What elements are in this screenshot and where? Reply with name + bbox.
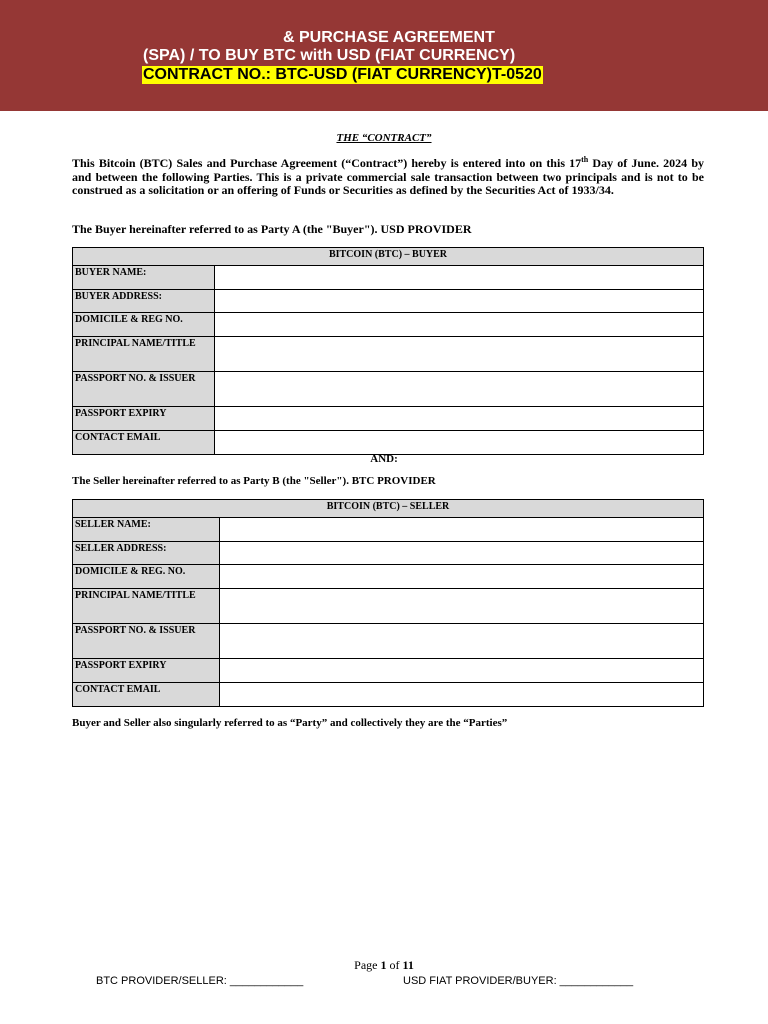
contract-heading: THE “CONTRACT” xyxy=(336,132,432,144)
seller-passport-field[interactable] xyxy=(220,624,704,659)
intro-text-part1: This Bitcoin (BTC) Sales and Purchase Agreement (“Contract”) hereby is entered into on this 17 xyxy=(72,156,582,170)
seller-passport-expiry-field[interactable] xyxy=(220,659,704,683)
page-current: 1 xyxy=(380,958,387,972)
seller-domicile-label: DOMICILE & REG. NO. xyxy=(73,565,220,589)
page-number xyxy=(0,958,768,973)
seller-domicile-field[interactable] xyxy=(220,565,704,589)
seller-address-label: SELLER ADDRESS: xyxy=(73,542,220,565)
page-total: 11 xyxy=(402,958,414,972)
intro-superscript: th xyxy=(581,155,589,164)
page-of: of xyxy=(386,958,403,972)
buyer-principal-field[interactable] xyxy=(215,337,704,372)
seller-table xyxy=(72,499,704,707)
and-separator: AND: xyxy=(370,453,398,465)
contract-number: CONTRACT NO.: BTC-USD (FIAT CURRENCY)T-0520 xyxy=(143,66,542,83)
buyer-passport-expiry-field[interactable] xyxy=(215,407,704,431)
seller-email-field[interactable] xyxy=(220,683,704,707)
banner-title-line-2: (SPA) / TO BUY BTC with USD (FIAT CURRENCY) xyxy=(143,47,516,64)
buyer-domicile-field[interactable] xyxy=(215,313,704,337)
buyer-table xyxy=(72,247,704,455)
parties-definition: Buyer and Seller also singularly referred to as “Party” and collectively they are the “Parties” xyxy=(72,717,508,729)
buyer-table-header: BITCOIN (BTC) – BUYER xyxy=(73,248,704,266)
buyer-passport-field[interactable] xyxy=(215,372,704,407)
buyer-domicile-label: DOMICILE & REG NO. xyxy=(73,313,215,337)
seller-passport-label: PASSPORT NO. & ISSUER xyxy=(73,624,220,659)
seller-address-field[interactable] xyxy=(220,542,704,565)
seller-name-field[interactable] xyxy=(220,518,704,542)
buyer-passport-expiry-label: PASSPORT EXPIRY xyxy=(73,407,215,431)
intro-text-part2: Day of June. 2024 by and between the following Parties. This is a private commercial sale transaction between two principals and is not to be construed as a solicitation or an offering of Funds or Securities as defined by the Securities Act of 1933/34. xyxy=(72,156,704,197)
seller-table-header: BITCOIN (BTC) – SELLER xyxy=(73,500,704,518)
buyer-address-label: BUYER ADDRESS: xyxy=(73,290,215,313)
buyer-email-label: CONTACT EMAIL xyxy=(73,431,215,455)
buyer-passport-label: PASSPORT NO. & ISSUER xyxy=(73,372,215,407)
footer-seller-signature: BTC PROVIDER/SELLER: ____________ xyxy=(96,975,304,987)
seller-email-label: CONTACT EMAIL xyxy=(73,683,220,707)
banner-title-line-1: & PURCHASE AGREEMENT xyxy=(283,29,495,46)
buyer-intro: The Buyer hereinafter referred to as Party A (the "Buyer"). USD PROVIDER xyxy=(72,222,472,236)
buyer-name-label: BUYER NAME: xyxy=(73,266,215,290)
buyer-name-field[interactable] xyxy=(215,266,704,290)
seller-name-label: SELLER NAME: xyxy=(73,518,220,542)
page-prefix: Page xyxy=(354,958,381,972)
footer-buyer-signature: USD FIAT PROVIDER/BUYER: ____________ xyxy=(403,975,634,987)
buyer-principal-label: PRINCIPAL NAME/TITLE xyxy=(73,337,215,372)
buyer-address-field[interactable] xyxy=(215,290,704,313)
seller-principal-field[interactable] xyxy=(220,589,704,624)
buyer-email-field[interactable] xyxy=(215,431,704,455)
seller-intro: The Seller hereinafter referred to as Party B (the "Seller"). BTC PROVIDER xyxy=(72,475,436,487)
seller-principal-label: PRINCIPAL NAME/TITLE xyxy=(73,589,220,624)
intro-paragraph xyxy=(72,157,704,198)
seller-passport-expiry-label: PASSPORT EXPIRY xyxy=(73,659,220,683)
